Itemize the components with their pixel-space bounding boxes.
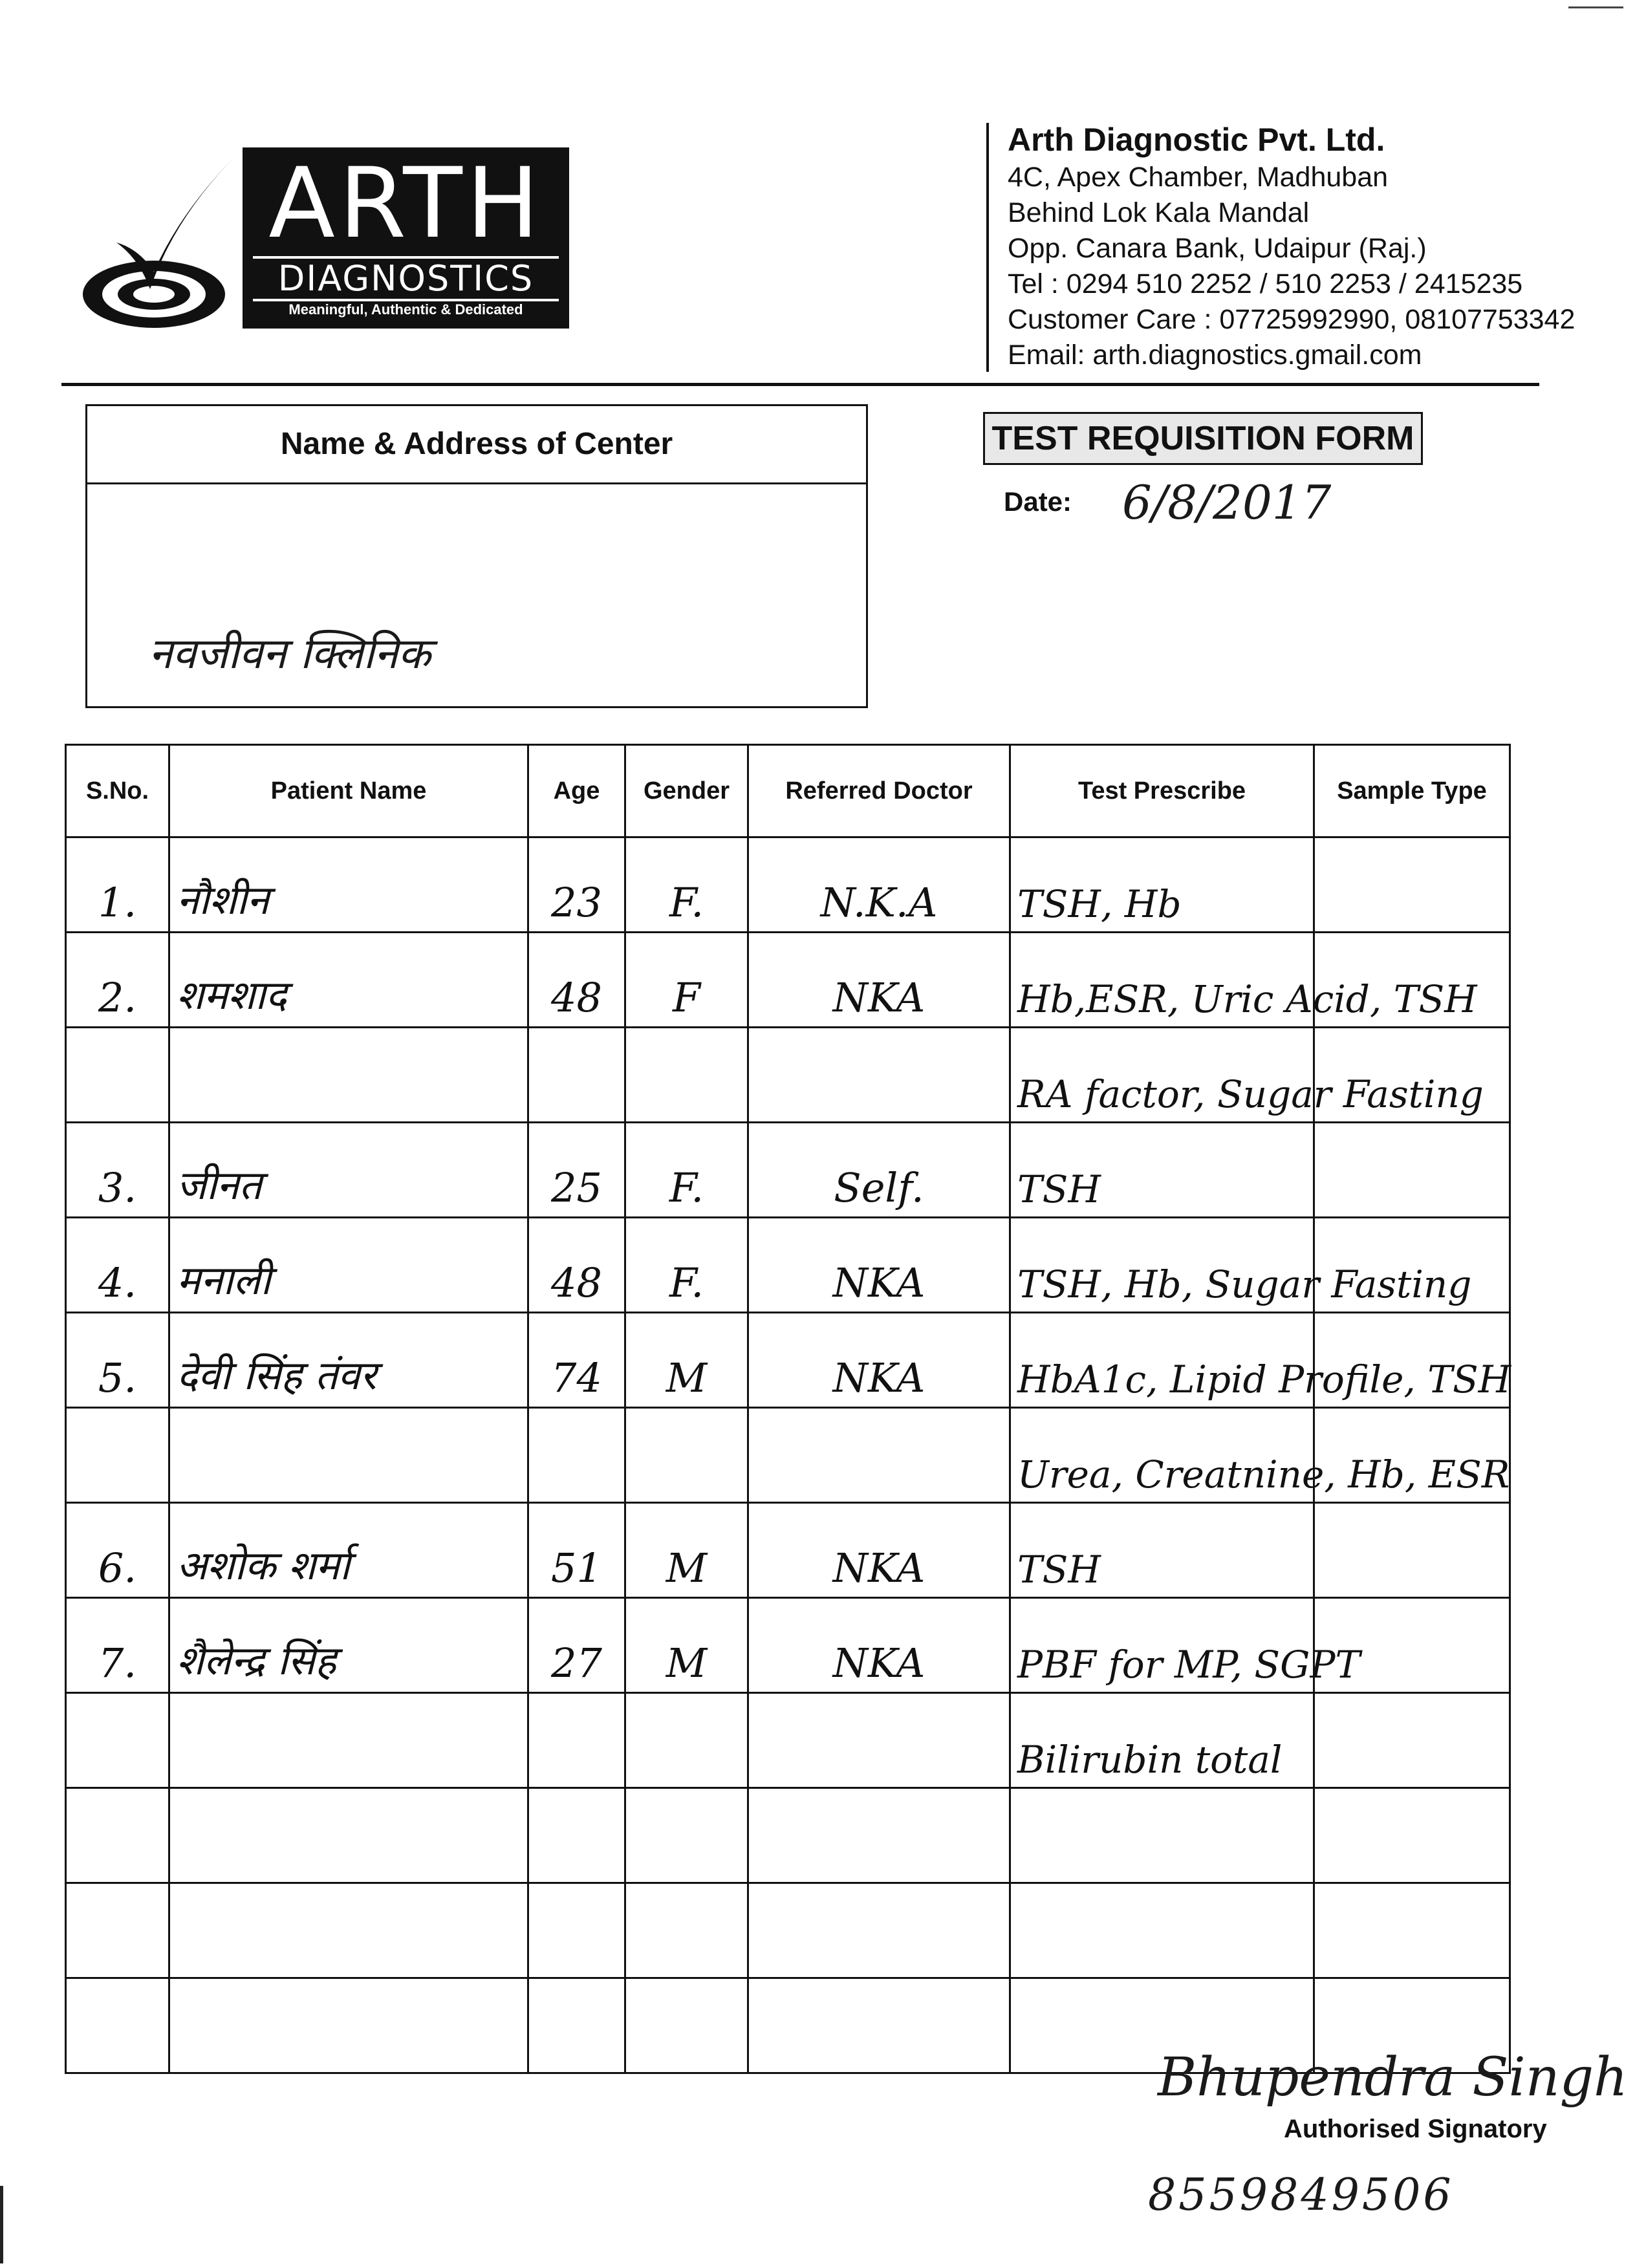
patient-name-cell: जीनत [169,1123,528,1218]
patient-name-cell [169,1978,528,2073]
gender-cell: F. [625,837,748,933]
table-row [66,1883,1510,1978]
patient-name-cell [169,1693,528,1788]
sno-cell: 5. [66,1313,169,1408]
center-name-handwritten: नवजीवन क्लिनिक [149,629,431,678]
test-prescribe-cell: Hb,ESR, Uric Acid, TSH [1010,933,1314,1028]
referred-doctor-cell: NKA [748,1598,1010,1693]
sample-type-cell [1314,1883,1510,1978]
age-cell: 23 [528,837,625,933]
patient-name-cell: शमशाद [169,933,528,1028]
referred-doctor-cell [748,1408,1010,1503]
patient-name-cell [169,1028,528,1123]
header-referred-doctor: Referred Doctor [748,745,1010,837]
test-prescribe-cell: Urea, Creatnine, Hb, ESR [1010,1408,1314,1503]
age-cell: 51 [528,1503,625,1598]
gender-cell: F [625,933,748,1028]
age-cell [528,1883,625,1978]
test-prescribe-cell: RA factor, Sugar Fasting [1010,1028,1314,1123]
scan-corner-mark [1568,6,1623,8]
age-cell: 48 [528,1218,625,1313]
gender-cell [625,1788,748,1883]
sno-cell: 4. [66,1218,169,1313]
table-row [66,1408,1510,1503]
phone-line: Tel : 0294 510 2252 / 510 2253 / 2415235 [1008,268,1523,299]
company-name: Arth Diagnostic Pvt. Ltd. [1008,122,1385,158]
customer-care-line: Customer Care : 07725992990, 08107753342 [1008,304,1575,335]
table-row [66,1693,1510,1788]
sample-type-cell [1314,1503,1510,1598]
patient-name-cell: अशोक शर्मा [169,1503,528,1598]
signatory-label: Authorised Signatory [1284,2115,1547,2143]
table-row [66,1503,1510,1598]
form-title: TEST REQUISITION FORM [983,412,1423,465]
sno-cell [66,1883,169,1978]
referred-doctor-cell [748,1028,1010,1123]
target-check-logo-icon [78,146,246,333]
sno-cell [66,1693,169,1788]
sno-cell [66,1788,169,1883]
address-line: Opp. Canara Bank, Udaipur (Raj.) [1008,233,1427,264]
sno-cell [66,1028,169,1123]
referred-doctor-cell [748,1978,1010,2073]
test-prescribe-cell: HbA1c, Lipid Profile, TSH [1010,1313,1314,1408]
patient-name-cell: देवी सिंह तंवर [169,1313,528,1408]
gender-cell [625,1883,748,1978]
logo-word: ARTH [268,147,543,260]
referred-doctor-cell: NKA [748,1218,1010,1313]
logo-sub-frame [253,256,559,301]
email-line: Email: arth.diagnostics.gmail.com [1008,340,1422,371]
age-cell [528,1788,625,1883]
gender-cell: F. [625,1218,748,1313]
test-prescribe-cell: TSH [1010,1123,1314,1218]
sno-cell [66,1408,169,1503]
sno-cell: 3. [66,1123,169,1218]
address-line: Behind Lok Kala Mandal [1008,197,1310,228]
table-row [66,837,1510,933]
logo-sub: DIAGNOSTICS [277,258,534,299]
referred-doctor-cell: N.K.A [748,837,1010,933]
sno-cell: 7. [66,1598,169,1693]
age-cell: 74 [528,1313,625,1408]
patient-name-cell [169,1408,528,1503]
referred-doctor-cell [748,1788,1010,1883]
date-value: 6/8/2017 [1122,475,1332,530]
test-prescribe-cell: PBF for MP, SGPT [1010,1598,1314,1693]
logo-box [243,147,569,329]
patient-name-cell: शैलेन्द्र सिंह [169,1598,528,1693]
age-cell [528,1028,625,1123]
header-test-prescribe: Test Prescribe [1010,745,1314,837]
requisition-table [65,744,1511,2074]
scan-margin-mark [0,2186,3,2263]
sno-cell [66,1978,169,2073]
gender-cell [625,1693,748,1788]
gender-cell: M [625,1503,748,1598]
date-label: Date: [1004,486,1072,517]
test-prescribe-cell: TSH [1010,1503,1314,1598]
header-age: Age [528,745,625,837]
header-sno: S.No. [66,745,169,837]
referred-doctor-cell: Self. [748,1123,1010,1218]
test-prescribe-cell: Bilirubin total [1010,1693,1314,1788]
header-rule [61,383,1539,386]
age-cell: 25 [528,1123,625,1218]
age-cell [528,1693,625,1788]
table-header-row [66,745,1510,837]
signatory-phone: 8559849506 [1148,2170,1454,2221]
age-cell: 27 [528,1598,625,1693]
gender-cell: M [625,1598,748,1693]
center-box [85,404,868,708]
gender-cell [625,1028,748,1123]
address-divider [986,123,989,372]
test-prescribe-cell: TSH, Hb, Sugar Fasting [1010,1218,1314,1313]
patient-name-cell [169,1788,528,1883]
patient-name-cell [169,1883,528,1978]
sample-type-cell [1314,1693,1510,1788]
gender-cell: M [625,1313,748,1408]
table-row [66,1028,1510,1123]
address-line: 4C, Apex Chamber, Madhuban [1008,162,1389,193]
patient-name-cell: मनाली [169,1218,528,1313]
sno-cell: 2. [66,933,169,1028]
referred-doctor-cell: NKA [748,933,1010,1028]
gender-cell [625,1408,748,1503]
age-cell: 48 [528,933,625,1028]
patient-name-cell: नौशीन [169,837,528,933]
sample-type-cell [1314,1788,1510,1883]
table-row [66,933,1510,1028]
referred-doctor-cell [748,1883,1010,1978]
center-heading: Name & Address of Center [87,406,866,484]
test-prescribe-cell [1010,1788,1314,1883]
referred-doctor-cell: NKA [748,1313,1010,1408]
sample-type-cell [1314,837,1510,933]
logo-tagline: Meaningful, Authentic & Dedicated [288,301,523,318]
table-row [66,1313,1510,1408]
table-row [66,1788,1510,1883]
gender-cell [625,1978,748,2073]
header-sample-type: Sample Type [1314,745,1510,837]
signature: Bhupendra Singh [1158,2047,1628,2108]
sample-type-cell [1314,1123,1510,1218]
sno-cell: 1. [66,837,169,933]
company-address-block [1008,120,1575,373]
table-row [66,1598,1510,1693]
header-patient-name: Patient Name [169,745,528,837]
referred-doctor-cell [748,1693,1010,1788]
sno-cell: 6. [66,1503,169,1598]
gender-cell: F. [625,1123,748,1218]
age-cell [528,1408,625,1503]
age-cell [528,1978,625,2073]
table-row [66,1218,1510,1313]
header-gender: Gender [625,745,748,837]
test-prescribe-cell [1010,1883,1314,1978]
test-prescribe-cell: TSH, Hb [1010,837,1314,933]
referred-doctor-cell: NKA [748,1503,1010,1598]
table-row [66,1123,1510,1218]
